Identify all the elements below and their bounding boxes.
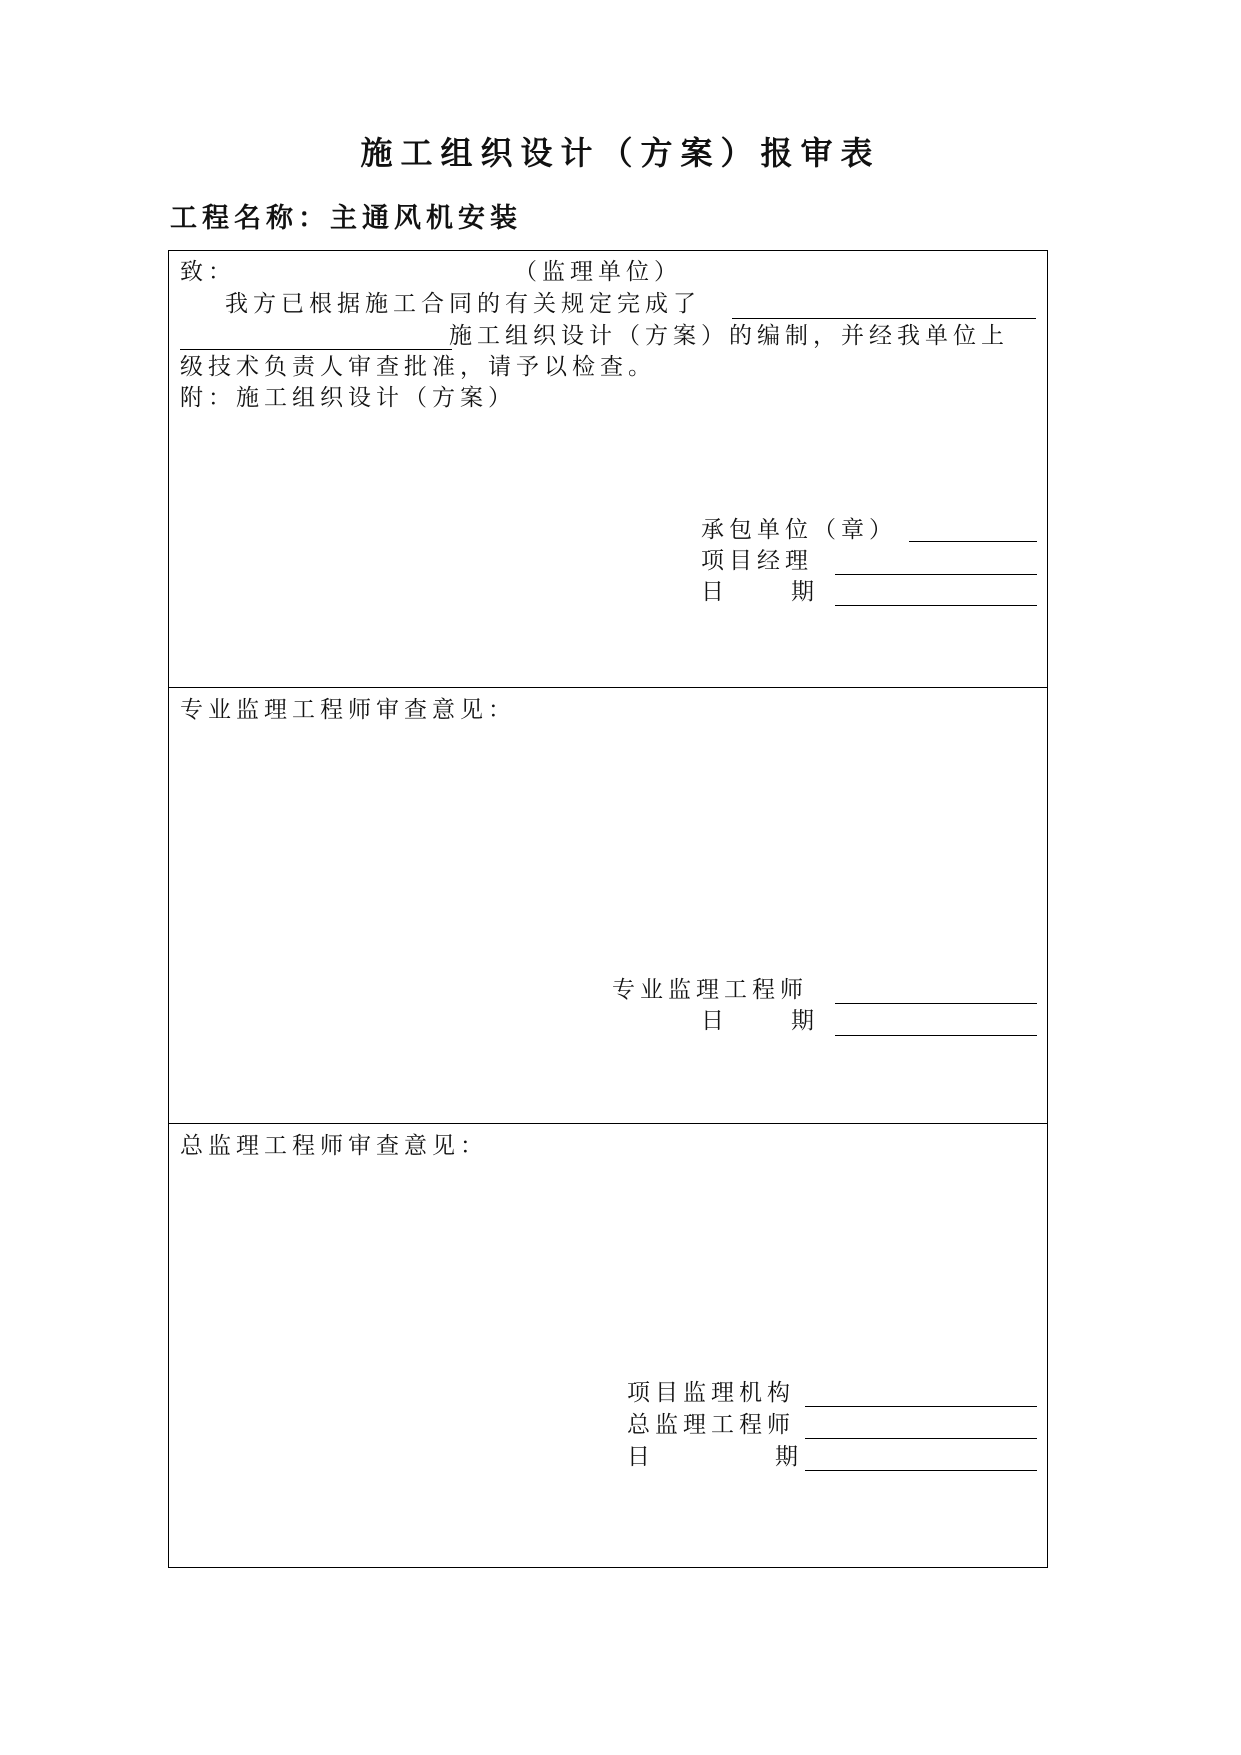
section-divider-2: [169, 1123, 1047, 1124]
specialist-opinion-heading: 专业监理工程师审查意见：: [180, 697, 516, 723]
chief-date-line[interactable]: [805, 1470, 1037, 1471]
date-label-char-2: 期: [775, 1444, 803, 1470]
chief-engineer-label: 总监理工程师: [627, 1412, 795, 1438]
scope-blank-underline[interactable]: [732, 318, 1036, 319]
review-form-table: [168, 250, 1048, 1568]
statement-line-1: 我方已根据施工合同的有关规定完成了: [225, 291, 701, 317]
recipient-placeholder: （监理单位）: [514, 259, 682, 285]
statement-line-3: 级技术负责人审查批准，请予以检查。: [180, 354, 656, 380]
specialist-date-line[interactable]: [835, 1035, 1037, 1036]
statement-line-2: 施工组织设计（方案）的编制，并经我单位上: [449, 323, 1009, 349]
supervision-org-label: 项目监理机构: [627, 1380, 795, 1406]
supervision-org-signature-line[interactable]: [805, 1406, 1037, 1407]
date-label-char-2: 期: [791, 1008, 819, 1034]
specialist-engineer-signature-line[interactable]: [835, 1003, 1037, 1004]
chief-opinion-heading: 总监理工程师审查意见：: [180, 1133, 488, 1159]
plan-name-blank-underline[interactable]: [180, 349, 452, 350]
project-manager-label: 项目经理: [701, 548, 813, 574]
specialist-engineer-label: 专业监理工程师: [612, 977, 808, 1003]
date-label-char-1: 日: [701, 1008, 729, 1034]
contractor-signature-line[interactable]: [909, 541, 1037, 542]
date-label-char-2: 期: [791, 579, 819, 605]
date-label-char-1: 日: [627, 1444, 655, 1470]
project-name-label: 工程名称：: [170, 203, 330, 234]
date-label-char-1: 日: [701, 579, 729, 605]
submission-date-line[interactable]: [835, 605, 1037, 606]
page-title: 施工组织设计（方案）报审表: [360, 134, 881, 172]
project-name-value: 主通风机安装: [330, 203, 522, 234]
attachment-line: 附：施工组织设计（方案）: [180, 385, 516, 411]
chief-engineer-signature-line[interactable]: [805, 1438, 1037, 1439]
section-divider-1: [169, 687, 1047, 688]
project-line: [170, 196, 522, 235]
project-manager-signature-line[interactable]: [835, 574, 1037, 575]
contractor-label: 承包单位（章）: [701, 517, 897, 543]
to-label: 致：: [180, 259, 236, 285]
